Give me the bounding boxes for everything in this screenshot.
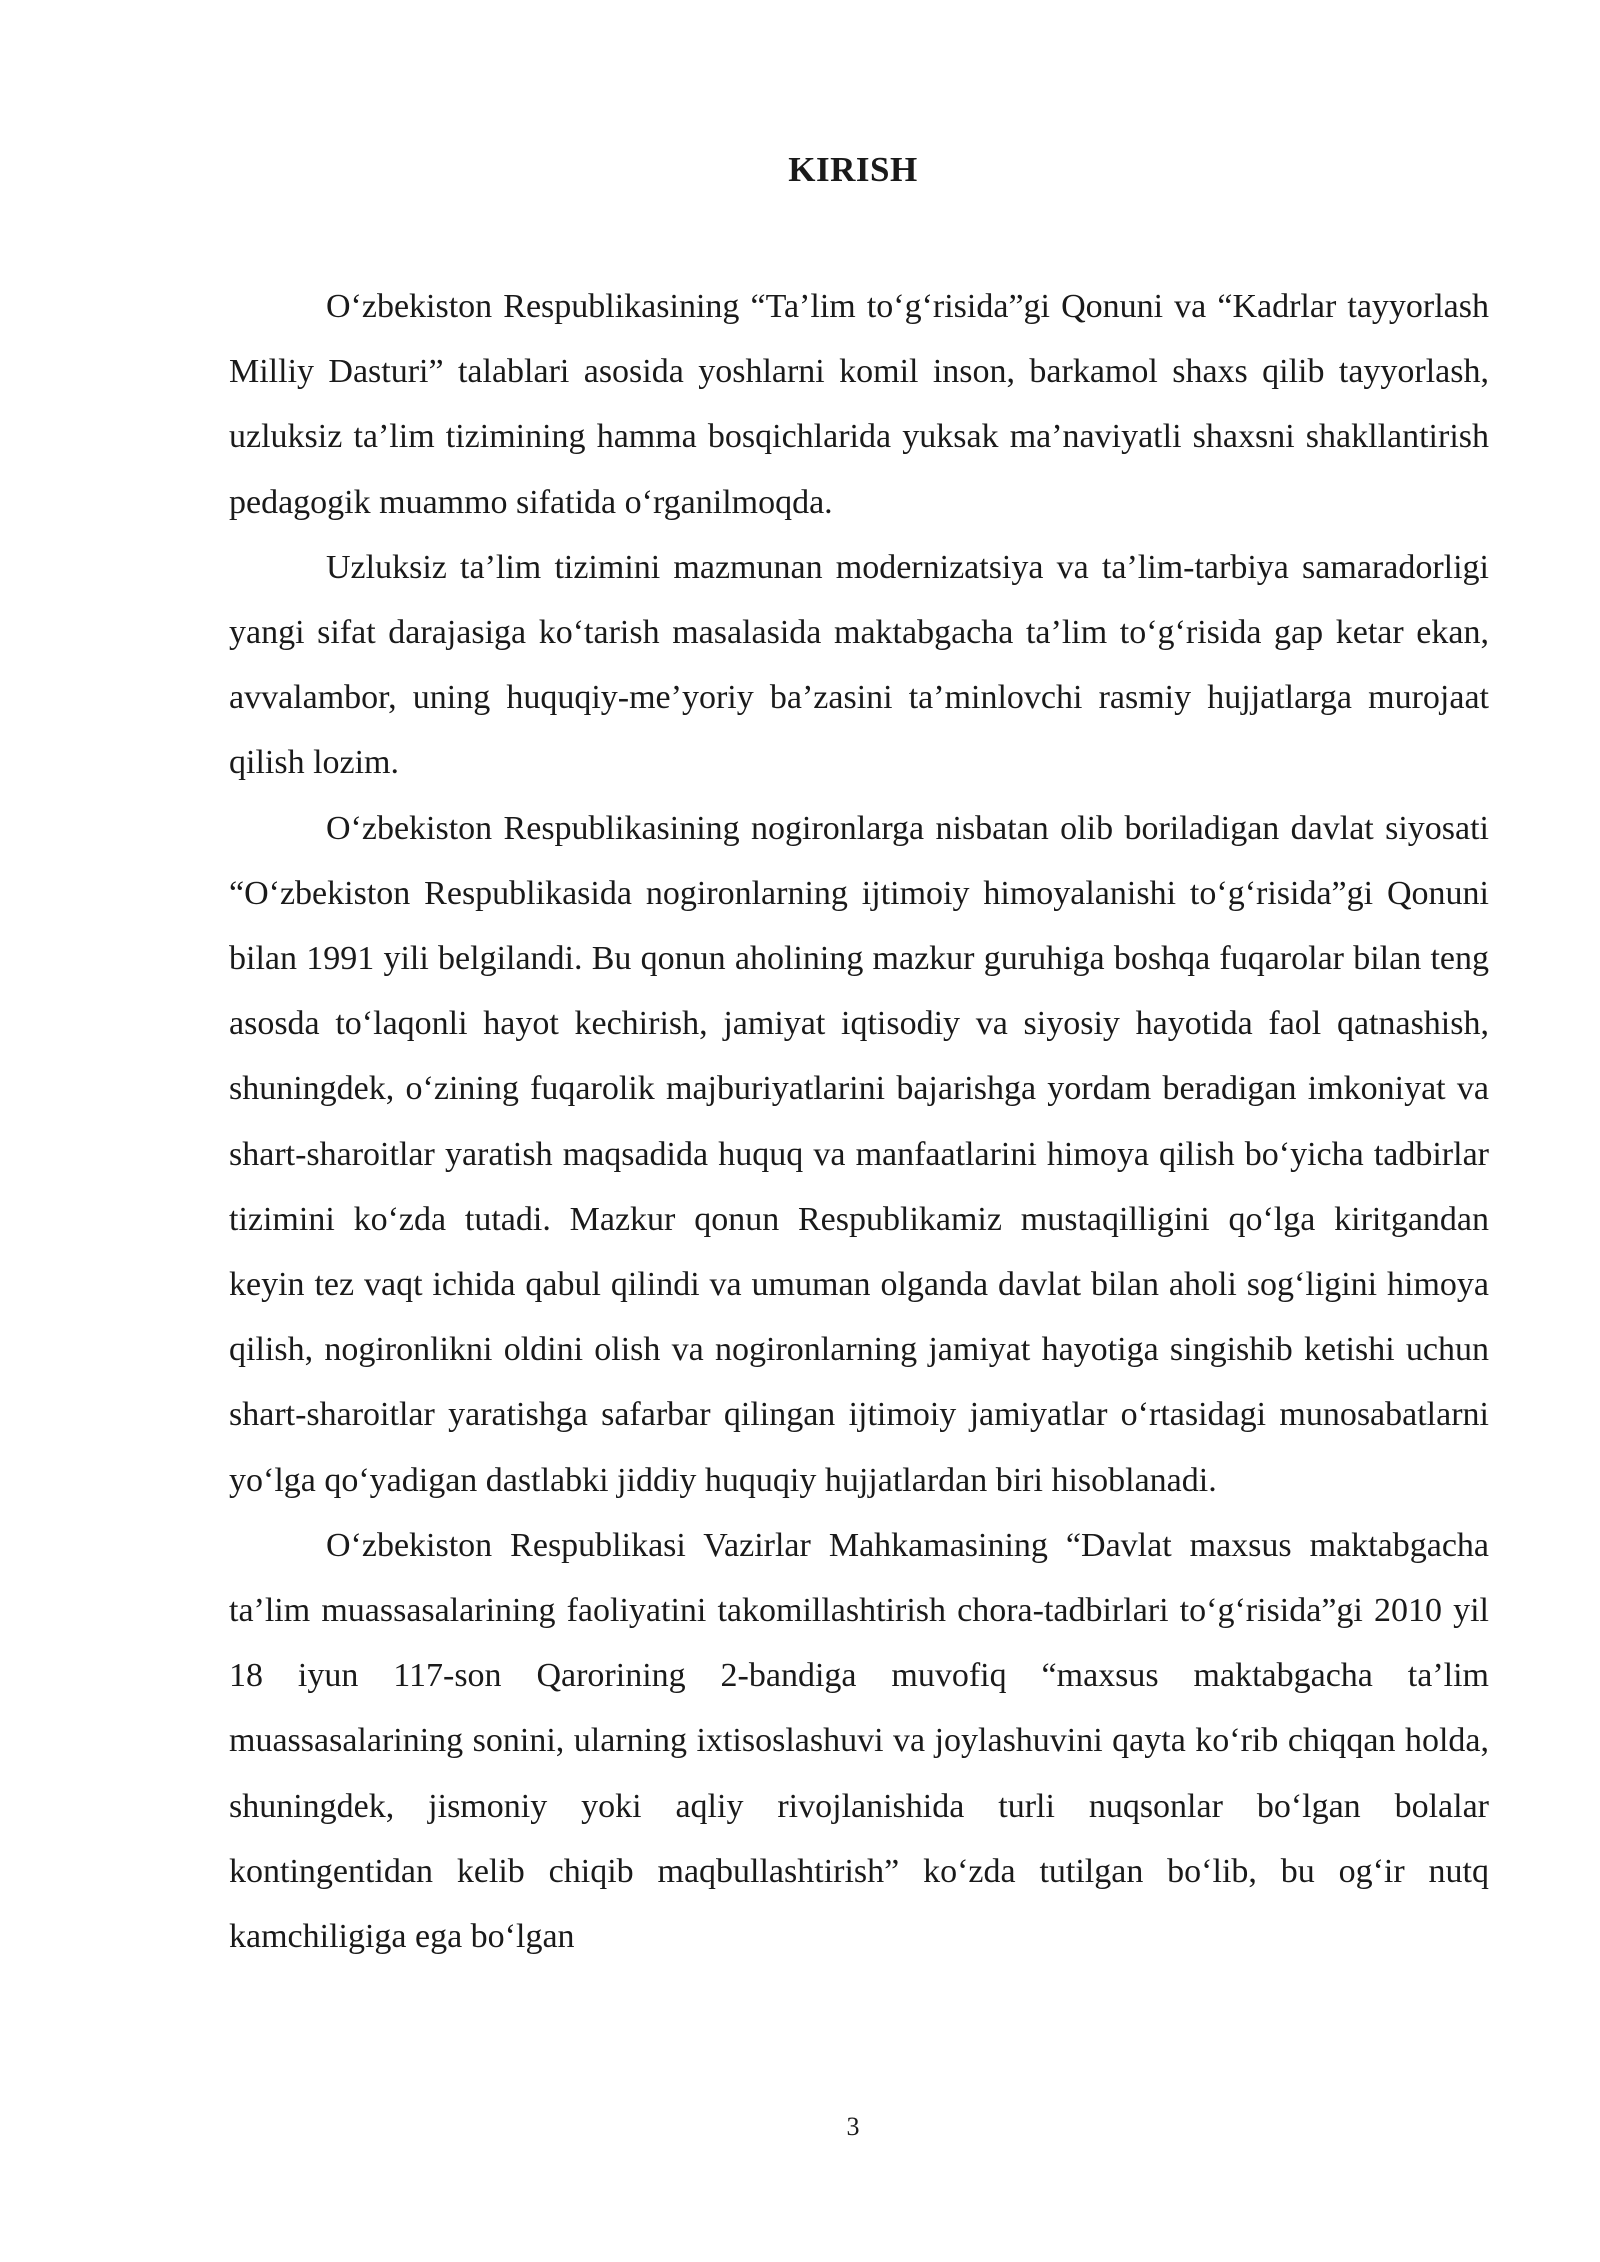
paragraph-4: O‘zbekiston Respublikasi Vazirlar Mahkamasining “Davlat maxsus maktabgacha ta’lim muassasalarining faoliyatini takomillashtirish chora-tadbirlari to‘g‘risida”gi 2010 yil 18 iyun 117-son Qarorining 2-bandiga muvofiq “maxsus maktabgacha ta’lim muassasalarining sonini, ularning ixtisoslashuvi va joylashuvini qayta ko‘rib chiqqan holda, shuningdek, jismoniy yoki aqliy rivojlanishida turli nuqsonlar bo‘lgan bolalar kontingentidan kelib chiqib maqbullashtirish” ko‘zda tutilgan bo‘lib, bu og‘ir nutq kamchiligiga ega bo‘lgan (229, 1526, 1489, 1956)
page-title: KIRISH (788, 150, 918, 189)
paragraph-1: O‘zbekiston Respublikasining “Ta’lim to‘g‘risida”gi Qonuni va “Kadrlar tayyorlash Milliy Dasturi” talablari asosida yoshlarni komil inson, barkamol shaxs qilib tayyorlash, uzluksiz ta’lim tizimining hamma bosqichlarida yuksak ma’naviyatli shaxsni shakllantirish pedagogik muammo sifatida o‘rganilmoqda. (229, 288, 1489, 521)
body-text (229, 274, 1489, 1969)
page-number: 3 (846, 2112, 860, 2141)
paragraph-3: O‘zbekiston Respublikasining nogironlarga nisbatan olib boriladigan davlat siyosati “O‘zbekiston Respublikasida nogironlarning ijtimoiy himoyalanishi to‘g‘risida”gi Qonuni bilan 1991 yili belgilandi. Bu qonun aholining mazkur guruhiga boshqa fuqarolar bilan teng asosda to‘laqonli hayot kechirish, jamiyat iqtisodiy va siyosiy hayotida faol qatnashish, shuningdek, o‘zining fuqarolik majburiyatlarini bajarishga yordam beradigan imkoniyat va shart-sharoitlar yaratish maqsadida huquq va manfaatlarini himoya qilish bo‘yicha tadbirlar tizimini ko‘zda tutadi. Mazkur qonun Respublikamiz mustaqilligini qo‘lga kiritgandan keyin tez vaqt ichida qabul qilindi va umuman olganda davlat bilan aholi sog‘ligini himoya qilish, nogironlikni oldini olish va nogironlarning jamiyat hayotiga singishib ketishi uchun shart-sharoitlar yaratishga safarbar qilingan ijtimoiy jamiyatlar o‘rtasidagi munosabatlarni yo‘lga qo‘yadigan dastlabki jiddiy huquqiy hujjatlardan biri hisoblanadi. (229, 809, 1489, 1499)
paragraph-2: Uzluksiz ta’lim tizimini mazmunan modernizatsiya va ta’lim-tarbiya samaradorligi yangi sifat darajasiga ko‘tarish masalasida maktabgacha ta’lim to‘g‘risida gap ketar ekan, avvalambor, uning huquqiy-me’yoriy ba’zasini ta’minlovchi rasmiy hujjatlarga murojaat qilish lozim. (229, 548, 1489, 782)
